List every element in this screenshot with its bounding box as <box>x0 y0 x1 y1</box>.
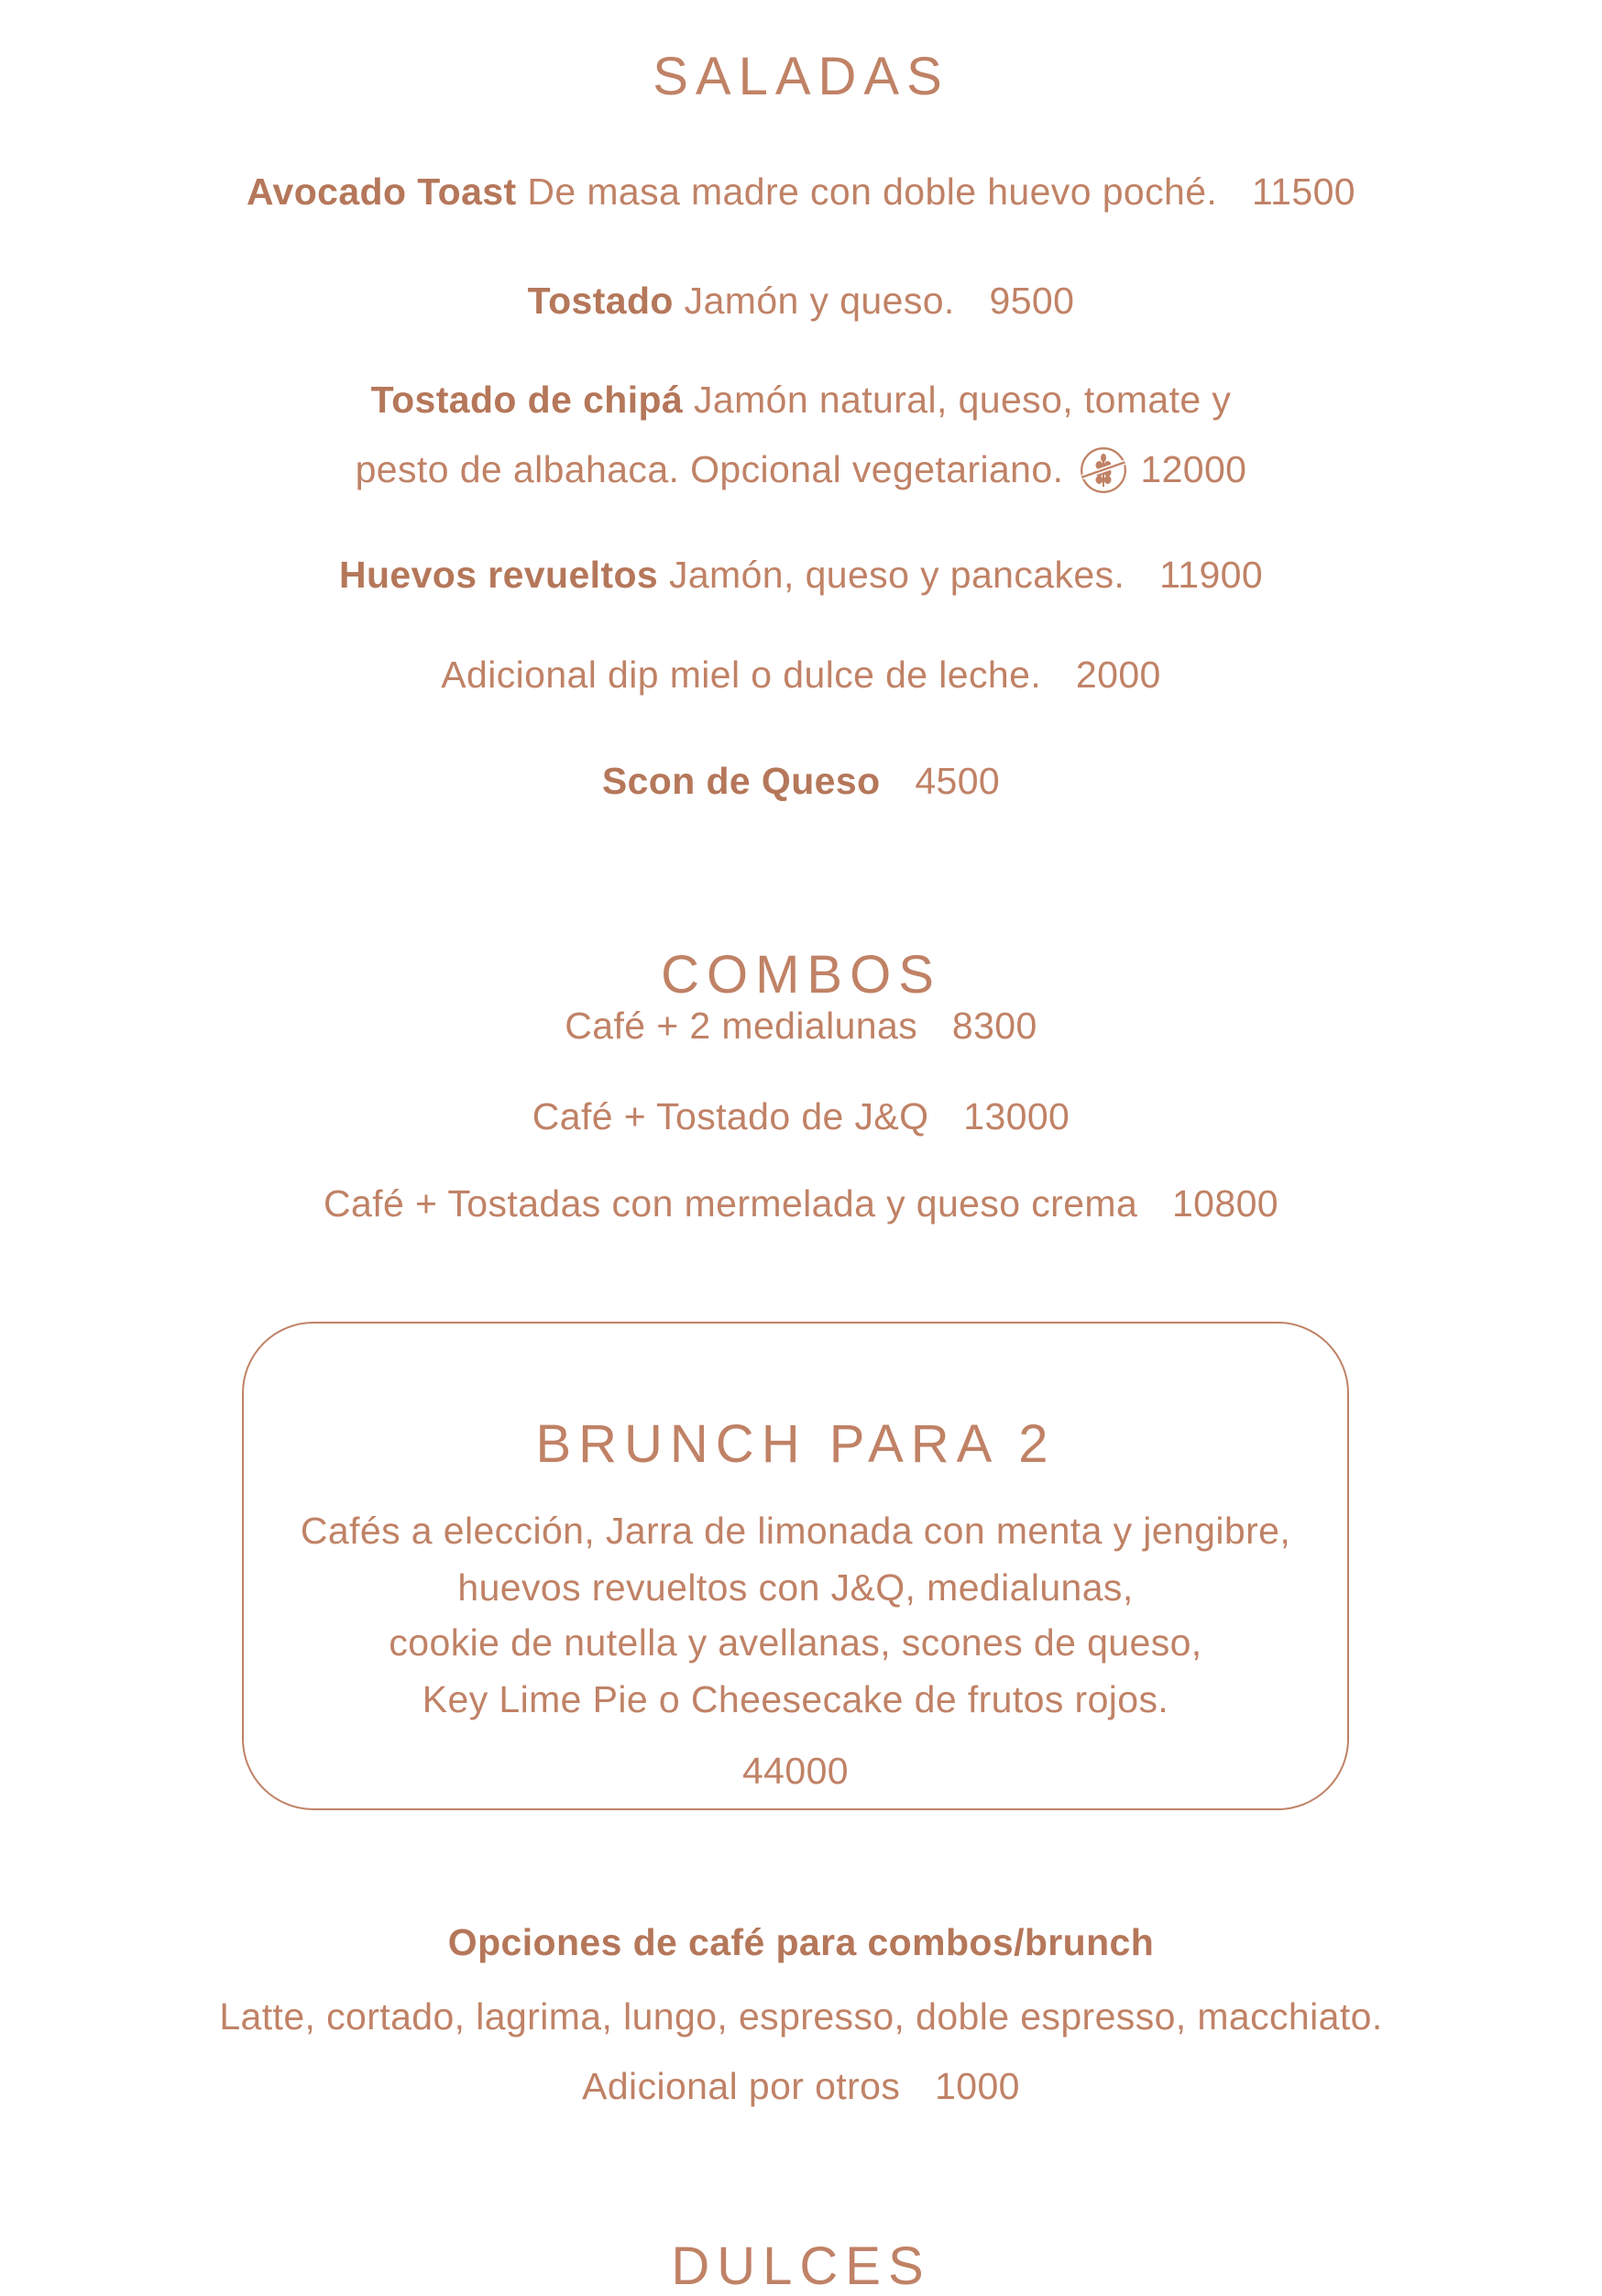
item-price: 4500 <box>915 760 1001 802</box>
item-price: 11500 <box>1252 170 1355 213</box>
item-desc: Adicional dip miel o dulce de leche. <box>441 654 1042 696</box>
menu-item-tostado-de-chipa-line2 <box>0 447 1602 492</box>
coffee-extra-line <box>0 2064 1602 2109</box>
item-name: Scon de Queso <box>601 760 881 802</box>
menu-item-tostado <box>0 279 1602 324</box>
gluten-free-icon <box>1080 446 1127 494</box>
item-name: Tostado de chipá <box>370 379 684 421</box>
section-title-combos: COMBOS <box>661 944 941 1005</box>
item-desc: Café + Tostado de J&Q <box>532 1095 929 1137</box>
brunch-description-line: cookie de nutella y avellanas, scones de queso, <box>389 1621 1202 1664</box>
coffee-options-heading-text: Opciones de café para combos/brunch <box>447 1921 1155 1963</box>
item-price: 11900 <box>1159 554 1264 596</box>
item-desc: Café + Tostadas con mermelada y queso crema <box>324 1182 1138 1225</box>
item-price: 2000 <box>1075 654 1161 696</box>
section-title-saladas: SALADAS <box>653 46 949 106</box>
coffee-options-list: Latte, cortado, lagrima, lungo, espresso, doble espresso, macchiato. <box>219 1995 1383 2038</box>
menu-item-tostado-de-chipa-line1 <box>0 378 1602 423</box>
menu-item-adicional-dip <box>0 653 1602 698</box>
menu-item-avocado-toast <box>0 170 1602 214</box>
item-desc: Jamón natural, queso, tomate y <box>693 379 1232 421</box>
coffee-options-heading <box>0 1920 1602 1965</box>
section-title-dulces: DULCES <box>671 2236 931 2296</box>
menu-item-cafe-tostado-jq <box>0 1094 1602 1139</box>
menu-item-cafe-tostadas-mermelada <box>0 1181 1602 1226</box>
item-desc: Jamón, queso y pancakes. <box>668 554 1125 596</box>
coffee-extra-price: 1000 <box>935 2065 1020 2107</box>
item-price: 8300 <box>951 1005 1037 1047</box>
item-desc: pesto de albahaca. Opcional vegetariano. <box>355 448 1064 490</box>
brunch-box-title: BRUNCH PARA 2 <box>535 1414 1056 1475</box>
brunch-description-line: Key Lime Pie o Cheesecake de frutos rojos. <box>422 1678 1169 1720</box>
item-name: Huevos revueltos <box>338 554 659 596</box>
brunch-price: 44000 <box>741 1750 849 1792</box>
menu-item-cafe-medialunas <box>0 1004 1602 1049</box>
item-price: 9500 <box>989 280 1075 322</box>
brunch-description-line: huevos revueltos con J&Q, medialunas, <box>457 1566 1134 1609</box>
item-price: 13000 <box>963 1095 1070 1137</box>
brunch-box <box>242 1322 1349 1810</box>
coffee-extra-label: Adicional por otros <box>582 2065 901 2107</box>
item-desc: Café + 2 medialunas <box>565 1005 918 1047</box>
item-name: Avocado Toast <box>247 170 517 213</box>
item-price: 10800 <box>1171 1182 1278 1225</box>
item-price: 12000 <box>1140 448 1247 490</box>
item-desc: De masa madre con doble huevo poché. <box>527 170 1218 213</box>
item-desc: Jamón y queso. <box>684 280 955 322</box>
item-name: Tostado <box>527 280 674 322</box>
menu-item-scon-de-queso <box>0 759 1602 804</box>
brunch-description-line: Cafés a elección, Jarra de limonada con menta y jengibre, <box>300 1510 1291 1552</box>
menu-item-huevos-revueltos <box>0 553 1602 598</box>
